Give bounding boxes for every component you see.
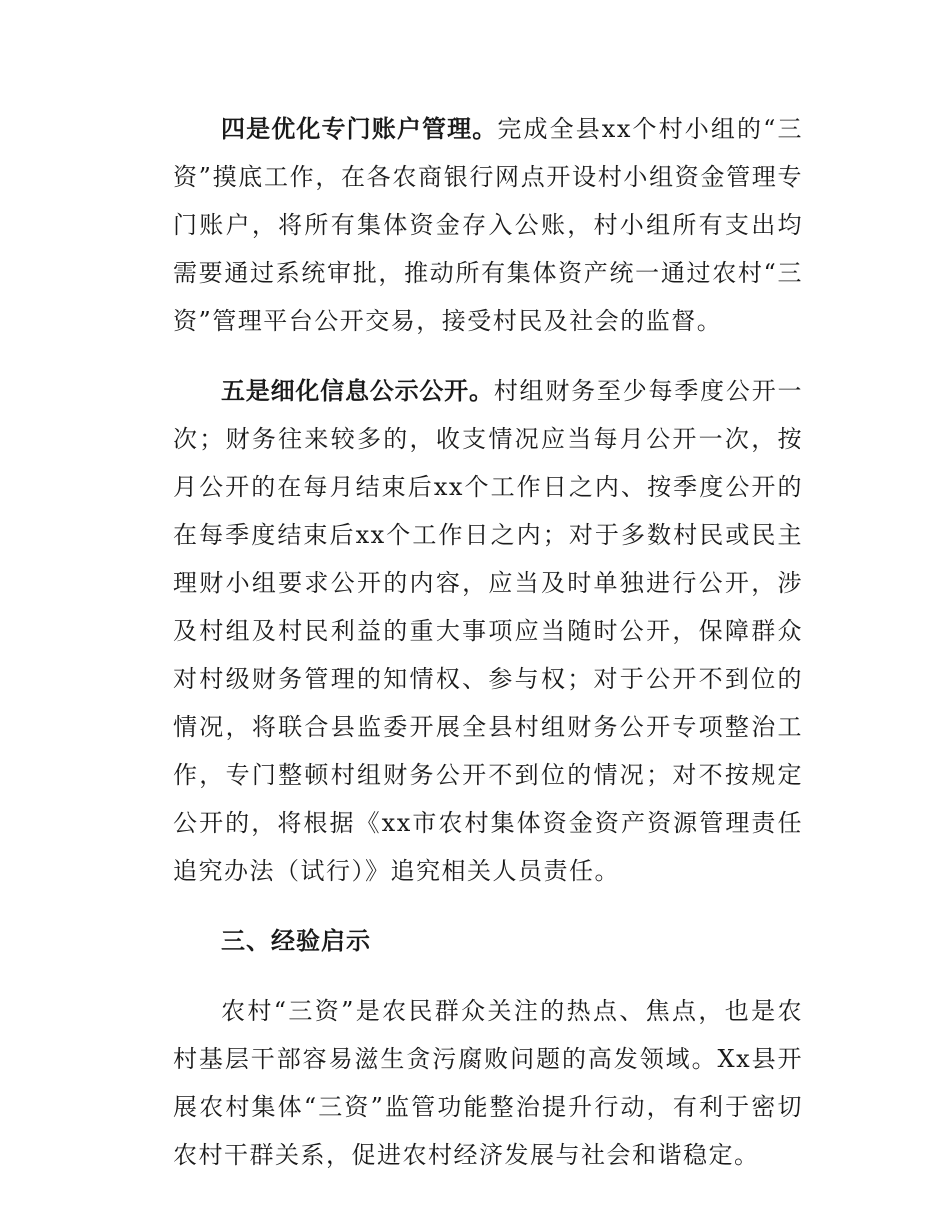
paragraph-closing: 农村“三资”是农民群众关注的热点、焦点，也是农村基层干部容易滋生贪污腐败问题的高发领域。Xx县开展农村集体“三资”监管功能整治提升行动，有利于密切农村干群关系，促进农村经济发展与社会和谐稳定。: [173, 997, 803, 1169]
paragraph-body: 完成全县xx个村小组的“三资”摸底工作，在各农商银行网点开设村小组资金管理专门账户，将所有集体资金存入公账，村小组所有支出均需要通过系统审批，推动所有集体资产统一通过农村“三资”管理平台公开交易，接受村民及社会的监督。: [173, 115, 803, 335]
paragraph-body: 村组财务至少每季度公开一次；财务往来较多的，收支情况应当每月公开一次，按月公开的在每月结束后xx个工作日之内、按季度公开的在每季度结束后xx个工作日之内；对于多数村民或民主理财小组要求公开的内容，应当及时单独进行公开，涉及村组及村民利益的重大事项应当随时公开，保障群众对村级财务管理的知情权、参与权；对于公开不到位的情况，将联合县监委开展全县村组财务公开专项整治工作，专门整顿村组财务公开不到位的情况；对不按规定公开的，将根据《xx市农村集体资金资产资源管理责任追究办法（试行）》追究相关人员责任。: [173, 377, 803, 885]
paragraph-info-disclosure: [173, 367, 803, 895]
paragraph-account-management: [173, 105, 803, 345]
section-heading: 三、经验启示: [221, 927, 371, 955]
document-page: [173, 105, 803, 1179]
paragraph-lead: 四是优化专门账户管理。: [221, 115, 498, 143]
paragraph-lead: 五是细化信息公示公开。: [221, 377, 494, 405]
